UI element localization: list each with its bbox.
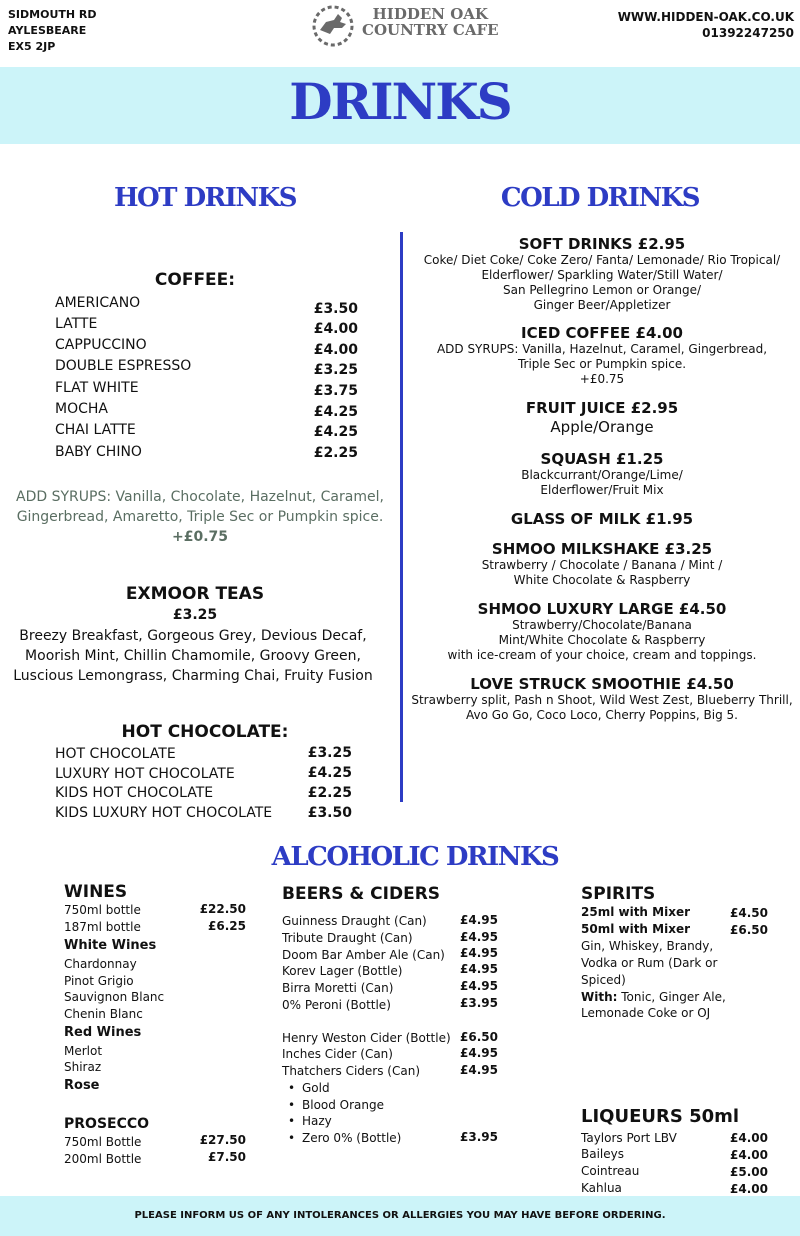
chocolate-price: £2.25 — [307, 785, 352, 801]
phone[interactable]: 01392247250 — [702, 26, 794, 40]
rose-title: Rose — [64, 1078, 100, 1093]
cold-line: with ice-cream of your choice, cream and toppings. — [447, 648, 757, 662]
wine-price: £22.50 — [199, 902, 246, 916]
prosecco-size: 750ml Bottle — [64, 1135, 142, 1149]
mixers-line: Lemonade Coke or OJ — [581, 1006, 711, 1020]
coffee-price: £4.00 — [313, 321, 358, 337]
liqueur-item: Kahlua — [581, 1181, 622, 1195]
wines-title: WINES — [64, 882, 128, 902]
prosecco-title: PROSECCO — [64, 1116, 150, 1132]
teas-list — [0, 626, 386, 686]
teas-title: EXMOOR TEAS — [125, 584, 265, 604]
white-wine: Chardonnay — [64, 957, 137, 971]
spirit-price: £4.50 — [730, 906, 768, 920]
wine-size: 187ml bottle — [64, 920, 141, 934]
bullet-icon: • — [288, 1114, 296, 1128]
cold-heading: FRUIT JUICE £2.95 — [525, 399, 679, 417]
coffee-price: £4.00 — [313, 342, 358, 358]
logo-text — [362, 6, 499, 38]
chocolate-item: KIDS LUXURY HOT CHOCOLATE — [55, 805, 273, 821]
beer-price: £4.95 — [460, 962, 498, 976]
address — [8, 7, 97, 55]
cold-line: Triple Sec or Pumpkin spice. — [517, 357, 687, 371]
wine-size: 750ml bottle — [64, 903, 141, 917]
page-title: DRINKS — [289, 72, 511, 131]
cold-line: +£0.75 — [579, 372, 625, 386]
cider-price: £4.95 — [460, 1063, 498, 1077]
thatchers-flavour: Blood Orange — [302, 1098, 385, 1112]
cider-item: Henry Weston Cider (Bottle) — [282, 1031, 451, 1045]
spirits-line: Vodka or Rum (Dark or — [581, 956, 718, 970]
cold-heading: SOFT DRINKS £2.95 — [518, 235, 686, 253]
beer-price: £4.95 — [460, 946, 498, 960]
address-line: SIDMOUTH RD — [8, 8, 97, 21]
cold-line: ADD SYRUPS: Vanilla, Hazelnut, Caramel, Gingerbread, — [436, 342, 768, 356]
beer-item: Tribute Draught (Can) — [282, 931, 413, 945]
with-label: With: — [581, 990, 618, 1004]
liqueur-price: £4.00 — [730, 1182, 768, 1196]
cold-item-shmoo-luxury — [404, 600, 800, 663]
cold-line: Apple/Orange — [550, 418, 654, 436]
beer-price: £4.95 — [460, 913, 498, 927]
cold-line: Elderflower/Fruit Mix — [540, 483, 664, 497]
coffee-item: FLAT WHITE — [55, 380, 139, 396]
cold-line: White Chocolate & Raspberry — [513, 573, 691, 587]
cold-line: Ginger Beer/Appletizer — [533, 298, 671, 312]
cold-line: San Pellegrino Lemon or Orange/ — [502, 283, 702, 297]
teas-line: Luscious Lemongrass, Charming Chai, Fruity Fusion — [13, 668, 373, 684]
beer-item: Birra Moretti (Can) — [282, 981, 394, 995]
beer-price: £4.95 — [460, 979, 498, 993]
cider-price: £4.95 — [460, 1046, 498, 1060]
coffee-title: COFFEE: — [154, 270, 236, 290]
coffee-price: £2.25 — [313, 445, 358, 461]
syrup-line: Gingerbread, Amaretto, Triple Sec or Pumpkin spice. — [16, 509, 384, 525]
red-wine: Merlot — [64, 1044, 103, 1058]
spirit-price: £6.50 — [730, 923, 768, 937]
red-wines-title: Red Wines — [64, 1025, 142, 1040]
bullet-icon: • — [288, 1081, 296, 1095]
chocolate-item: LUXURY HOT CHOCOLATE — [55, 766, 235, 782]
beer-item: Korev Lager (Bottle) — [282, 964, 403, 978]
website[interactable]: WWW.HIDDEN-OAK.CO.UK — [617, 10, 794, 24]
chocolate-price: £4.25 — [307, 765, 352, 781]
thatchers-price: £3.95 — [460, 1130, 498, 1144]
thatchers-flavour: Zero 0% (Bottle) — [302, 1131, 402, 1145]
cold-line: Strawberry/Chocolate/Banana — [512, 618, 692, 632]
thatchers-flavour: Hazy — [302, 1114, 332, 1128]
syrup-price: +£0.75 — [171, 529, 228, 545]
spirits-title: SPIRITS — [581, 884, 656, 904]
cold-line: Elderflower/ Sparkling Water/Still Water/ — [481, 268, 723, 282]
liqueur-price: £4.00 — [730, 1131, 768, 1145]
spirit-measure: 50ml with Mixer — [581, 922, 691, 936]
white-wine: Sauvignon Blanc — [64, 990, 165, 1004]
coffee-syrups — [0, 487, 400, 547]
cold-item-glass-of-milk — [404, 510, 800, 528]
coffee-price: £3.50 — [313, 301, 358, 317]
cold-item-soft-drinks — [404, 235, 800, 313]
hot-drinks-title: HOT DRINKS — [113, 183, 297, 213]
liqueur-item: Taylors Port LBV — [581, 1131, 677, 1145]
liqueur-item: Baileys — [581, 1147, 624, 1161]
teas-line: Breezy Breakfast, Gorgeous Grey, Devious Decaf, — [19, 628, 367, 644]
teas-line: Moorish Mint, Chillin Chamomile, Groovy Green, — [25, 648, 361, 664]
thatchers-flavour: Gold — [302, 1081, 330, 1095]
cold-heading: SHMOO MILKSHAKE £3.25 — [491, 540, 713, 558]
alcoholic-drinks-title: ALCOHOLIC DRINKS — [271, 842, 559, 872]
liqueur-item: Cointreau — [581, 1164, 640, 1178]
logo-line: COUNTRY CAFE — [362, 21, 499, 39]
cold-heading: SHMOO LUXURY LARGE £4.50 — [477, 600, 727, 618]
spirits-line: Gin, Whiskey, Brandy, — [581, 939, 714, 953]
cold-heading: ICED COFFEE £4.00 — [521, 324, 683, 342]
chocolate-price: £3.25 — [307, 745, 352, 761]
cider-price: £6.50 — [460, 1030, 498, 1044]
prosecco-size: 200ml Bottle — [64, 1152, 142, 1166]
red-wine: Shiraz — [64, 1060, 102, 1074]
prosecco-price: £27.50 — [199, 1133, 246, 1147]
coffee-price: £4.25 — [313, 424, 358, 440]
cold-heading: LOVE STRUCK SMOOTHIE £4.50 — [470, 675, 734, 693]
wine-price: £6.25 — [208, 919, 246, 933]
coffee-item: BABY CHINO — [55, 444, 142, 460]
coffee-price: £3.25 — [313, 362, 358, 378]
cold-heading: GLASS OF MILK £1.95 — [510, 510, 694, 528]
coffee-item: MOCHA — [55, 401, 108, 417]
chocolate-price: £3.50 — [307, 805, 352, 821]
address-line: AYLESBEARE — [8, 24, 87, 37]
beer-price: £4.95 — [460, 930, 498, 944]
white-wine: Pinot Grigio — [64, 974, 134, 988]
column-divider — [400, 232, 403, 802]
bullet-icon: • — [288, 1131, 296, 1145]
mixers-text: Tonic, Ginger Ale, — [617, 990, 726, 1004]
coffee-item: CHAI LATTE — [55, 422, 136, 438]
cold-item-fruit-juice — [404, 399, 800, 437]
contact — [618, 9, 794, 41]
coffee-item: AMERICANO — [55, 295, 141, 311]
spirit-measure: 25ml with Mixer — [581, 905, 691, 919]
bullet-icon: • — [288, 1098, 296, 1112]
cider-item: Inches Cider (Can) — [282, 1047, 393, 1061]
address-line: EX5 2JP — [8, 40, 56, 53]
coffee-item: DOUBLE ESPRESSO — [55, 358, 192, 374]
beer-item: Doom Bar Amber Ale (Can) — [282, 948, 445, 962]
liqueur-price: £5.00 — [730, 1165, 768, 1179]
cold-line: Strawberry split, Pash n Shoot, Wild West Zest, Blueberry Thrill, — [411, 693, 793, 707]
chocolate-item: HOT CHOCOLATE — [55, 746, 176, 762]
cold-line: Avo Go Go, Coco Loco, Cherry Poppins, Big 5. — [466, 708, 738, 722]
cold-item-squash — [404, 450, 800, 498]
mixers-line — [581, 989, 726, 1006]
syrup-line: ADD SYRUPS: Vanilla, Chocolate, Hazelnut, Caramel, — [16, 489, 384, 505]
allergy-notice: PLEASE INFORM US OF ANY INTOLERANCES OR ALLERGIES YOU MAY HAVE BEFORE ORDERING. — [134, 1210, 666, 1221]
coffee-price: £4.25 — [313, 404, 358, 420]
cold-line: Mint/White Chocolate & Raspberry — [498, 633, 706, 647]
liqueurs-title: LIQUEURS 50ml — [581, 1106, 740, 1127]
chocolate-item: KIDS HOT CHOCOLATE — [55, 785, 214, 801]
coffee-price: £3.75 — [313, 383, 358, 399]
cold-line: Blackcurrant/Orange/Lime/ — [521, 468, 683, 482]
coffee-item: CAPPUCCINO — [55, 337, 147, 353]
cold-item-shmoo-milkshake — [404, 540, 800, 588]
cold-heading: SQUASH £1.25 — [540, 450, 664, 468]
cold-line: Coke/ Diet Coke/ Coke Zero/ Fanta/ Lemonade/ Rio Tropical/ — [423, 253, 781, 267]
white-wines-title: White Wines — [64, 938, 157, 953]
beer-item: Guinness Draught (Can) — [282, 914, 427, 928]
hot-chocolate-title: HOT CHOCOLATE: — [121, 722, 289, 742]
cold-item-iced-coffee — [404, 324, 800, 387]
beer-price: £3.95 — [460, 996, 498, 1010]
spirits-line: Spiced) — [581, 973, 626, 987]
beers-title: BEERS & CIDERS — [282, 884, 441, 904]
liqueur-price: £4.00 — [730, 1148, 768, 1162]
cold-line: Strawberry / Chocolate / Banana / Mint / — [481, 558, 723, 572]
cider-item: Thatchers Ciders (Can) — [282, 1064, 420, 1078]
white-wine: Chenin Blanc — [64, 1007, 143, 1021]
cold-item-smoothie — [404, 675, 800, 723]
prosecco-price: £7.50 — [208, 1150, 246, 1164]
beer-item: 0% Peroni (Bottle) — [282, 998, 391, 1012]
logo-line: HIDDEN OAK — [372, 5, 488, 23]
teas-price: £3.25 — [172, 607, 218, 623]
cold-drinks-title: COLD DRINKS — [500, 183, 700, 213]
coffee-item: LATTE — [55, 316, 98, 332]
